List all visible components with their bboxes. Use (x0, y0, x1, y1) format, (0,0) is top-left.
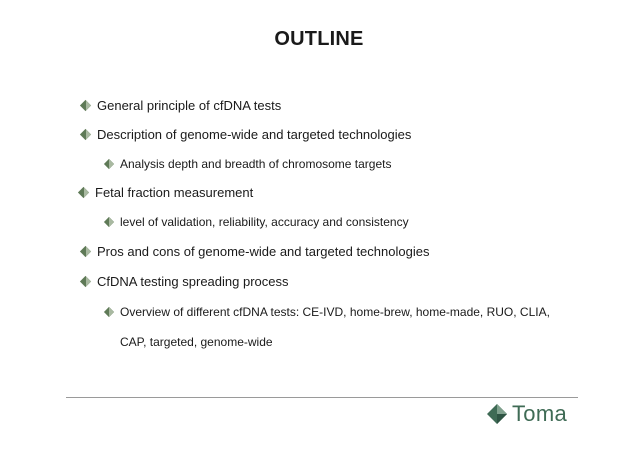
bullet-analysis-depth (104, 157, 392, 171)
diamond-bullet-icon (80, 100, 91, 111)
slide-title: OUTLINE (274, 28, 364, 50)
bullet-text: General principle of cfDNA tests (97, 98, 282, 113)
footer-divider (66, 397, 578, 398)
toma-logo (486, 401, 567, 427)
diamond-bullet-icon (80, 246, 91, 257)
diamond-bullet-icon (78, 187, 89, 198)
bullet-text: Fetal fraction measurement (95, 185, 254, 200)
bullet-text: Analysis depth and breadth of chromosome targets (120, 157, 392, 171)
bullet-text: Pros and cons of genome-wide and targeted technologies (97, 244, 430, 259)
diamond-bullet-icon (104, 307, 114, 317)
logo-text: Toma (512, 401, 567, 426)
bullet-validation (104, 215, 409, 229)
bullet-overview-continuation: CAP, targeted, genome-wide (120, 335, 273, 349)
diamond-bullet-icon (104, 217, 114, 227)
bullet-overview-tests (104, 305, 550, 319)
toma-diamond-logo-icon (486, 403, 508, 425)
bullet-text: level of validation, reliability, accuracy and consistency (120, 215, 409, 229)
bullet-description (80, 127, 411, 142)
diamond-bullet-icon (80, 276, 91, 287)
bullet-spreading-process (80, 274, 288, 289)
bullet-general-principle (80, 98, 281, 113)
bullet-text: CfDNA testing spreading process (97, 274, 289, 289)
diamond-bullet-icon (104, 159, 114, 169)
bullet-pros-cons (80, 244, 429, 259)
diamond-bullet-icon (80, 129, 91, 140)
bullet-text: Overview of different cfDNA tests: CE-IVD, home-brew, home-made, RUO, CLIA, (120, 305, 550, 319)
bullet-fetal-fraction (78, 185, 253, 200)
bullet-text: Description of genome-wide and targeted technologies (97, 127, 412, 142)
